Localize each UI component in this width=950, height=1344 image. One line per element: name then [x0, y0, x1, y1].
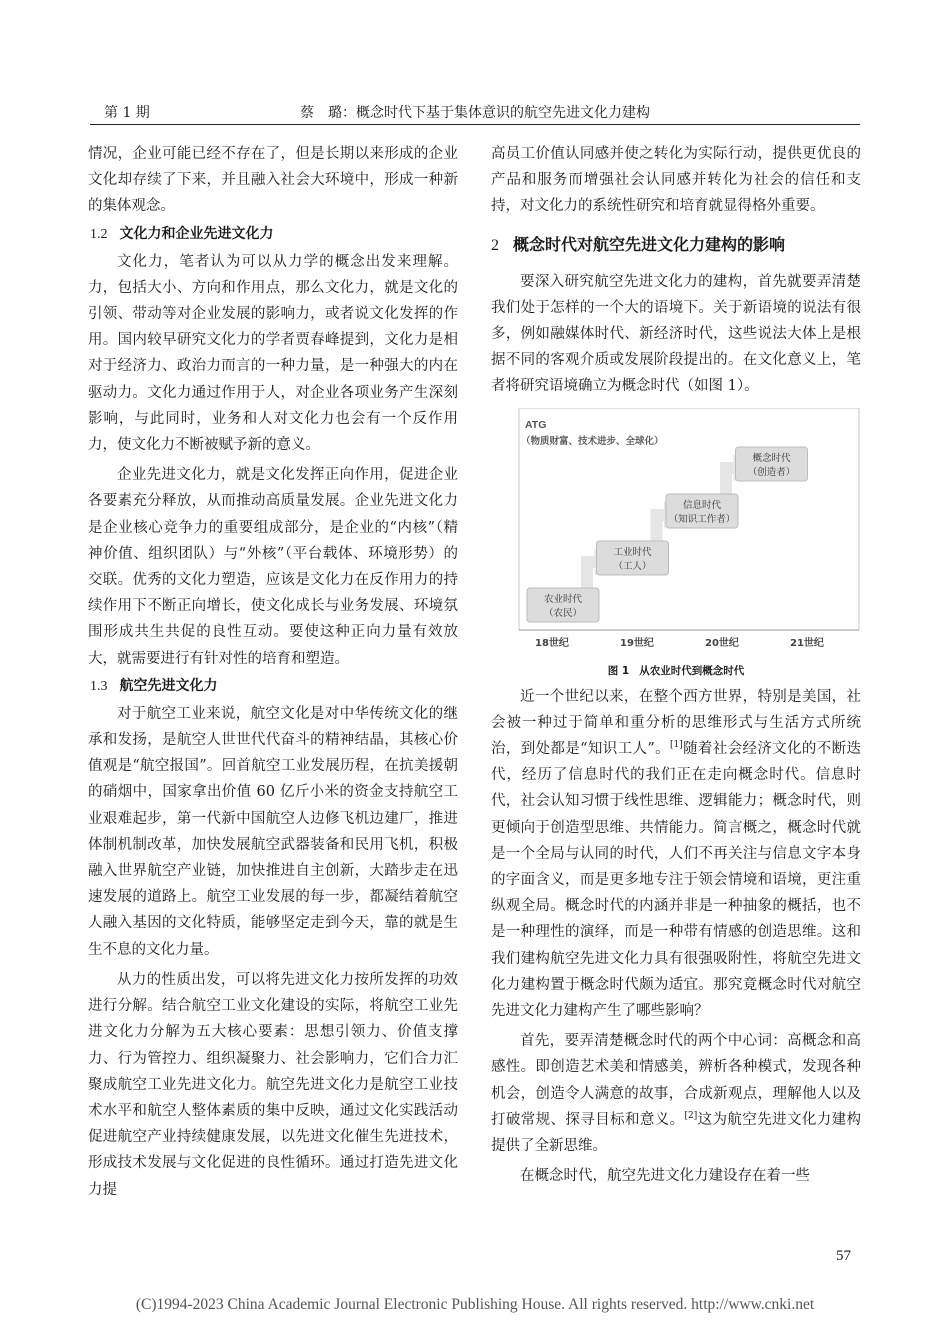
section-heading-2 [491, 232, 861, 259]
issue-number: 第 1 期 [104, 105, 150, 121]
step-name: 农业时代 [543, 593, 583, 605]
chart-subtitle: （物质财富、技术进步、全球化） [521, 435, 664, 447]
step-name: 工业时代 [613, 546, 652, 558]
x-tick-label: 19世纪 [620, 637, 654, 649]
paragraph-text: 首先，要弄清楚概念时代的两个中心词：高概念和高感性。即创造艺术美和情感美，辨析各种模式，发现各种机会，创造令人满意的故事，合成新观点，理解他人以及打破常规、探寻目标和意义。 [491, 1033, 861, 1128]
x-tick-label: 18世纪 [535, 637, 569, 649]
left-column [88, 141, 458, 1203]
section-heading-1-3 [88, 674, 458, 699]
running-header [90, 98, 860, 125]
step-name: 信息时代 [682, 499, 722, 511]
copyright-footer: (C)1994-2023 China Academic Journal Electronic Publishing House. All rights reserved. http://www.cnki.net [135, 1296, 815, 1313]
x-tick-label: 20世纪 [705, 637, 739, 649]
section-title: 文化力和企业先进文化力 [119, 225, 274, 242]
section-title: 航空先进文化力 [119, 677, 218, 694]
chart-title: ATG [525, 418, 547, 431]
right-column [491, 141, 861, 1189]
paragraph [491, 1028, 861, 1159]
figure-title: 从农业时代到概念时代 [639, 664, 745, 677]
paragraph: 高员工价值认同感并使之转化为实际行动，提供更优良的产品和服务而增强社会认同感并转化为社会的信任和支持，对文化力的系统性研究和培育就显得格外重要。 [491, 146, 861, 215]
paragraph: 情况，企业可能已经不存在了，但是长期以来形成的企业文化却存续了下来，并且融入社会大环境中，形成一种新的集体观念。 [88, 146, 458, 215]
running-title: 蔡 璐：概念时代下基于集体意识的航空先进文化力建构 [300, 105, 650, 121]
paragraph: 企业先进文化力，就是文化发挥正向作用，促进企业各要素充分释放，从而推动高质量发展。企业先进文化力是企业核心竞争力的重要组成部分，是企业的“内核”（精神价值、组织团队）与“外核”（平台载体、环境形势）的交联。优秀的文化力塑造，应该是文化力在反作用力的持续作用下不断正向增长，使文化成长与业务发展、环境氛围形成共生共促的良性互动。要使这种正向力量有效放大，就需要进行有针对性的培育和塑造。 [88, 467, 458, 667]
section-title: 概念时代对航空先进文化力建构的影响 [513, 234, 786, 254]
step-role: （工人） [613, 560, 652, 572]
step-role: （知识工作者） [668, 513, 736, 525]
section-heading-1-2 [88, 222, 458, 247]
x-tick-label: 21世纪 [790, 637, 824, 649]
citation-ref: [2] [684, 1111, 698, 1122]
step-role: （创造者） [747, 466, 796, 478]
concept-age-diagram [491, 408, 861, 660]
figure-caption [491, 662, 861, 680]
page-number: 57 [836, 1248, 851, 1264]
step-role: （农民） [543, 607, 583, 619]
paragraph: 从力的性质出发，可以将先进文化力按所发挥的功效进行分解。结合航空工业文化建设的实际，将航空工业先进文化力分解为五大核心要素：思想引领力、价值支撑力、行为管控力、组织凝聚力、社会影响力，它们合力汇聚成航空工业先进文化力。航空先进文化力是航空工业技术水平和航空人整体素质的集中反映，通过文化实践活动促进航空产业持续健康发展，以先进文化催生先进技术，形成技术发展与文化促进的良性循环。通过打造先进文化力提 [88, 971, 458, 1198]
figure-1 [491, 408, 861, 660]
paragraph: 在概念时代，航空先进文化力建设存在着一些 [520, 1168, 810, 1185]
section-number: 2 [491, 236, 499, 254]
paragraph: 对于航空工业来说，航空文化是对中华传统文化的继承和发扬，是航空人世世代代奋斗的精神结晶，其核心价值观是“航空报国”。回首航空工业发展历程，在抗美援朝的硝烟中，国家拿出价值 60 亿斤小米的资金支持航空工业艰难起步，第一代新中国航空人边修飞机边建厂，推进体制机制改革，加快发展航空武器装备和民用飞机，积极融入世界航空产业链，加快推进自主创新，大踏步走在迅速发展的道路上。航空工业发展的每一步，都凝结着航空人融入基因的文化特质，能够坚定走到今天，靠的就是生生不息的文化力量。 [88, 705, 458, 958]
section-number: 1.3 [90, 678, 108, 694]
paragraph: 要深入研究航空先进文化力的建构，首先就要弄清楚我们处于怎样的一个大的语境下。关于新语境的说法有很多，例如融媒体时代、新经济时代，这些说法大体上是根据不同的客观介质或发展阶段提出的。在文化意义上，笔者将研究语境确立为概念时代（如图 1）。 [491, 273, 861, 395]
step-name: 概念时代 [752, 452, 791, 464]
figure-number: 图 1 [607, 664, 630, 677]
paragraph: 文化力，笔者认为可以从力学的概念出发来理解。力，包括大小、方向和作用点，那么文化力，就是文化的引领、带动等对企业发展的影响力，或者说文化发挥的作用。国内较早研究文化力的学者贾春峰提到，文化力是相对于经济力、政治力而言的一种力量，是一种强大的内在驱动力。文化力通过作用于人，对企业各项业务产生深刻影响，与此同时，业务和人对文化力也会有一个反作用力，使文化力不断被赋予新的意义。 [88, 253, 458, 454]
paragraph-text: 这为航空先进文化力建构提供了全新思维。 [491, 1111, 862, 1155]
paragraph-text: 近一个世纪以来，在整个西方世界，特别是美国，社会被一种过于简单和重分析的思维形式与生活方式所统治，到处都是“知识工人”。 [491, 688, 861, 758]
paragraph-text: 随着社会经济文化的不断迭代，经历了信息时代的我们正在走向概念时代。信息时代，社会认知习惯于线性思维、逻辑能力；概念时代，则更倾向于创造型思维、共情能力。简言概之，概念时代就是一个全局与认同的时代，人们不再关注与信息文字本身的字面含义，而是更多地专注于领会情境和语境，更注重纵观全局。概念时代的内涵并非是一种抽象的概括，也不是一种理性的演绎，而是一种带有情感的创造思维。这和我们建构航空先进文化力具有很强吸附性，将航空先进文化力建构置于概念时代颇为适宜。那究竟概念时代对航空先进文化力建构产生了哪些影响？ [491, 741, 862, 1020]
section-number: 1.2 [90, 226, 108, 242]
citation-ref: [1] [669, 740, 683, 751]
x-tick-group [535, 636, 824, 649]
paragraph [491, 684, 861, 1025]
